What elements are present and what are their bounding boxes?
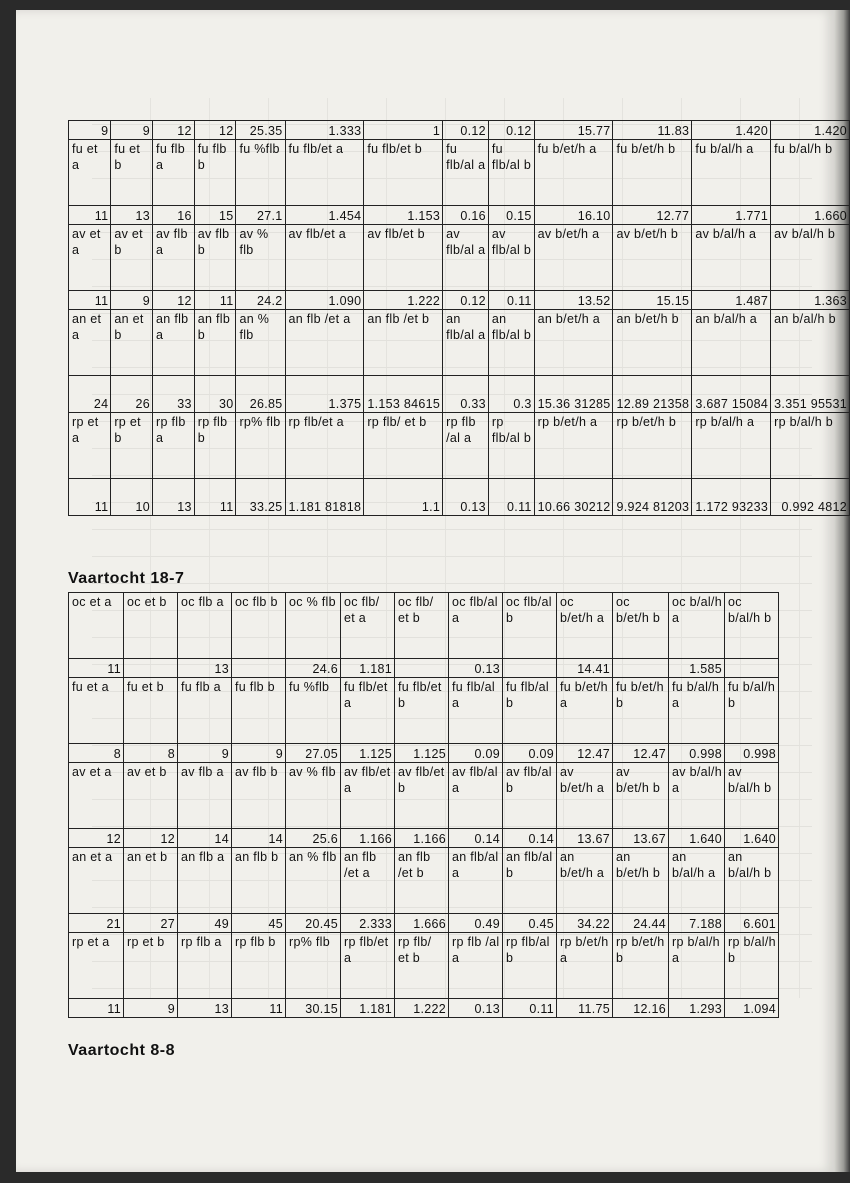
- value-cell: 1.293: [669, 999, 725, 1018]
- value-cell: 11: [194, 479, 236, 516]
- label-cell: av et b: [111, 225, 153, 291]
- value-cell: 16: [153, 206, 195, 225]
- value-cell: 0.11: [503, 999, 557, 1018]
- value-cell: 12.77: [613, 206, 692, 225]
- value-cell: 1.125: [395, 744, 449, 763]
- label-cell: fu flb a: [153, 140, 195, 206]
- value-cell: 1.222: [395, 999, 449, 1018]
- value-cell: 1.375: [285, 376, 364, 413]
- label-cell: av flb/et a: [341, 763, 395, 829]
- value-cell: 14.41: [557, 659, 613, 678]
- label-cell: rp% flb: [236, 413, 285, 479]
- value-cell: 0.09: [449, 744, 503, 763]
- value-cell: 30: [194, 376, 236, 413]
- label-cell: oc flb/al b: [503, 593, 557, 659]
- value-cell: 21: [69, 914, 124, 933]
- section-title: Vaartocht 18-7: [68, 570, 185, 587]
- value-cell: 1: [364, 121, 443, 140]
- label-cell: an et a: [69, 310, 111, 376]
- label-cell: an % flb: [286, 848, 341, 914]
- value-cell: 30.15: [286, 999, 341, 1018]
- value-cell: 12.47: [613, 744, 669, 763]
- value-cell: 24.2: [236, 291, 285, 310]
- value-cell: 1.454: [285, 206, 364, 225]
- label-cell: an b/et/h b: [613, 310, 692, 376]
- label-cell: an b/al/h a: [669, 848, 725, 914]
- label-cell: an et b: [111, 310, 153, 376]
- value-cell: 24.44: [613, 914, 669, 933]
- value-cell: [725, 659, 779, 678]
- value-cell: 13: [178, 999, 232, 1018]
- label-cell: oc flb a: [178, 593, 232, 659]
- value-cell: 9: [111, 291, 153, 310]
- label-cell: fu %flb: [236, 140, 285, 206]
- value-cell: 20.45: [286, 914, 341, 933]
- value-cell: 24.6: [286, 659, 341, 678]
- value-cell: 0.16: [443, 206, 489, 225]
- label-cell: rp b/al/h b: [725, 933, 779, 999]
- label-cell: rp flb/al b: [503, 933, 557, 999]
- value-cell: 1.181: [341, 659, 395, 678]
- label-row: [69, 593, 779, 659]
- label-cell: rp et b: [111, 413, 153, 479]
- value-row: [69, 829, 779, 848]
- label-cell: rp flb a: [153, 413, 195, 479]
- label-cell: av flb a: [153, 225, 195, 291]
- value-cell: 0.11: [488, 291, 534, 310]
- label-cell: rp flb/al b: [488, 413, 534, 479]
- value-cell: 12: [194, 121, 236, 140]
- label-cell: rp flb /al a: [443, 413, 489, 479]
- label-row: [69, 848, 779, 914]
- value-cell: 1.222: [364, 291, 443, 310]
- label-cell: rp b/et/h a: [557, 933, 613, 999]
- value-cell: 0.13: [449, 659, 503, 678]
- label-cell: av b/al/h a: [692, 225, 771, 291]
- value-cell: 26.85: [236, 376, 285, 413]
- value-cell: 0.992 4812: [771, 479, 850, 516]
- label-cell: fu flb/et a: [285, 140, 364, 206]
- value-row: [69, 659, 779, 678]
- label-cell: oc % flb: [286, 593, 341, 659]
- value-cell: [124, 659, 178, 678]
- label-cell: fu et a: [69, 678, 124, 744]
- label-cell: oc b/et/h a: [557, 593, 613, 659]
- label-cell: oc flb b: [232, 593, 286, 659]
- label-row: [69, 413, 850, 479]
- value-cell: 12: [124, 829, 178, 848]
- value-cell: 12: [153, 121, 195, 140]
- value-cell: 0.12: [443, 291, 489, 310]
- data-table-1: [68, 120, 850, 516]
- label-cell: an flb /et a: [285, 310, 364, 376]
- label-cell: rp flb b: [232, 933, 286, 999]
- label-cell: fu flb/al a: [449, 678, 503, 744]
- value-cell: 12: [69, 829, 124, 848]
- label-cell: fu flb/al b: [503, 678, 557, 744]
- label-cell: rp et b: [124, 933, 178, 999]
- label-cell: fu b/al/h a: [669, 678, 725, 744]
- value-cell: 13.67: [613, 829, 669, 848]
- value-row: [69, 291, 850, 310]
- value-cell: 8: [124, 744, 178, 763]
- data-table-2: [68, 592, 779, 1018]
- value-cell: 25.6: [286, 829, 341, 848]
- value-cell: 1.640: [725, 829, 779, 848]
- label-cell: an b/al/h b: [771, 310, 850, 376]
- value-row: [69, 479, 850, 516]
- value-cell: 1.666: [395, 914, 449, 933]
- value-cell: 0.33: [443, 376, 489, 413]
- label-cell: av % flb: [236, 225, 285, 291]
- value-row: [69, 121, 850, 140]
- value-cell: 1.660: [771, 206, 850, 225]
- label-cell: av et a: [69, 225, 111, 291]
- value-row: [69, 376, 850, 413]
- value-cell: 10.66 30212: [534, 479, 613, 516]
- value-cell: 15: [194, 206, 236, 225]
- label-cell: av flb a: [178, 763, 232, 829]
- label-cell: av b/et/h b: [613, 225, 692, 291]
- label-cell: an flb/al a: [449, 848, 503, 914]
- label-cell: an et b: [124, 848, 178, 914]
- label-cell: oc b/al/h a: [669, 593, 725, 659]
- value-cell: 14: [232, 829, 286, 848]
- label-cell: av b/al/h b: [771, 225, 850, 291]
- label-cell: av flb/al a: [449, 763, 503, 829]
- value-cell: [503, 659, 557, 678]
- label-cell: an b/et/h b: [613, 848, 669, 914]
- label-cell: an flb/al b: [503, 848, 557, 914]
- value-cell: 9.924 81203: [613, 479, 692, 516]
- label-row: [69, 763, 779, 829]
- value-cell: 27.05: [286, 744, 341, 763]
- value-cell: 11: [69, 206, 111, 225]
- value-cell: 1.153: [364, 206, 443, 225]
- value-cell: 1.487: [692, 291, 771, 310]
- label-row: [69, 140, 850, 206]
- value-row: [69, 206, 850, 225]
- label-cell: an flb a: [153, 310, 195, 376]
- value-cell: 33.25: [236, 479, 285, 516]
- label-cell: an et a: [69, 848, 124, 914]
- value-cell: 12.89 21358: [613, 376, 692, 413]
- label-cell: oc et b: [124, 593, 178, 659]
- value-cell: 15.77: [534, 121, 613, 140]
- label-cell: fu b/et/h b: [613, 140, 692, 206]
- label-row: [69, 310, 850, 376]
- label-cell: an b/et/h a: [557, 848, 613, 914]
- value-cell: 9: [69, 121, 111, 140]
- label-cell: av b/al/h b: [725, 763, 779, 829]
- value-cell: 11: [194, 291, 236, 310]
- value-cell: 2.333: [341, 914, 395, 933]
- value-cell: 1.125: [341, 744, 395, 763]
- value-cell: 0.12: [488, 121, 534, 140]
- value-cell: 13.67: [557, 829, 613, 848]
- value-cell: 13: [178, 659, 232, 678]
- label-cell: fu flb/al b: [488, 140, 534, 206]
- value-cell: 1.585: [669, 659, 725, 678]
- label-cell: rp b/al/h a: [669, 933, 725, 999]
- value-cell: 45: [232, 914, 286, 933]
- section-title: Vaartocht 8-8: [68, 1042, 175, 1059]
- label-cell: rp et a: [69, 933, 124, 999]
- value-cell: 9: [124, 999, 178, 1018]
- label-cell: fu b/et/h a: [557, 678, 613, 744]
- value-cell: 25.35: [236, 121, 285, 140]
- label-cell: fu flb b: [232, 678, 286, 744]
- value-cell: 12.16: [613, 999, 669, 1018]
- label-cell: av et a: [69, 763, 124, 829]
- value-cell: 7.188: [669, 914, 725, 933]
- label-cell: an b/et/h a: [534, 310, 613, 376]
- value-row: [69, 914, 779, 933]
- label-cell: an b/al/h a: [692, 310, 771, 376]
- label-cell: rp flb/ et b: [364, 413, 443, 479]
- value-cell: 0.12: [443, 121, 489, 140]
- label-cell: an flb /et a: [341, 848, 395, 914]
- value-cell: 13.52: [534, 291, 613, 310]
- value-cell: 0.11: [488, 479, 534, 516]
- value-cell: 6.601: [725, 914, 779, 933]
- value-cell: 1.420: [692, 121, 771, 140]
- value-cell: 33: [153, 376, 195, 413]
- value-cell: 11: [69, 659, 124, 678]
- value-cell: 11: [232, 999, 286, 1018]
- value-cell: 1.363: [771, 291, 850, 310]
- value-cell: 0.3: [488, 376, 534, 413]
- value-cell: 1.771: [692, 206, 771, 225]
- label-cell: an b/al/h b: [725, 848, 779, 914]
- value-cell: 11.83: [613, 121, 692, 140]
- label-row: [69, 933, 779, 999]
- value-cell: 0.13: [443, 479, 489, 516]
- label-cell: rp b/et/h b: [613, 413, 692, 479]
- value-cell: 14: [178, 829, 232, 848]
- value-cell: 1.166: [395, 829, 449, 848]
- label-cell: fu flb a: [178, 678, 232, 744]
- label-cell: an flb b: [194, 310, 236, 376]
- value-cell: 0.14: [503, 829, 557, 848]
- label-cell: oc b/et/h b: [613, 593, 669, 659]
- label-cell: av flb/et a: [285, 225, 364, 291]
- value-cell: 0.998: [669, 744, 725, 763]
- value-cell: 9: [232, 744, 286, 763]
- label-cell: an flb /et b: [364, 310, 443, 376]
- label-cell: an flb /et b: [395, 848, 449, 914]
- label-cell: fu flb b: [194, 140, 236, 206]
- label-cell: av flb/et b: [395, 763, 449, 829]
- label-cell: fu flb/et a: [341, 678, 395, 744]
- label-cell: oc et a: [69, 593, 124, 659]
- label-cell: av flb b: [194, 225, 236, 291]
- label-cell: rp flb /al a: [449, 933, 503, 999]
- value-cell: 9: [178, 744, 232, 763]
- value-cell: 1.181: [341, 999, 395, 1018]
- label-cell: fu b/al/h a: [692, 140, 771, 206]
- value-cell: 11: [69, 999, 124, 1018]
- label-cell: av b/et/h a: [557, 763, 613, 829]
- value-cell: 0.15: [488, 206, 534, 225]
- value-cell: 13: [153, 479, 195, 516]
- value-cell: 1.1: [364, 479, 443, 516]
- label-row: [69, 678, 779, 744]
- label-cell: rp b/et/h a: [534, 413, 613, 479]
- value-row: [69, 744, 779, 763]
- value-cell: 1.172 93233: [692, 479, 771, 516]
- value-cell: 24: [69, 376, 111, 413]
- value-cell: 34.22: [557, 914, 613, 933]
- label-cell: rp b/et/h b: [613, 933, 669, 999]
- value-cell: 0.13: [449, 999, 503, 1018]
- value-cell: [395, 659, 449, 678]
- value-cell: 1.333: [285, 121, 364, 140]
- value-cell: 27: [124, 914, 178, 933]
- label-row: [69, 225, 850, 291]
- value-cell: 12.47: [557, 744, 613, 763]
- value-cell: 10: [111, 479, 153, 516]
- label-cell: av flb/al b: [488, 225, 534, 291]
- value-cell: [232, 659, 286, 678]
- label-cell: oc b/al/h b: [725, 593, 779, 659]
- value-cell: [613, 659, 669, 678]
- label-cell: av b/et/h a: [534, 225, 613, 291]
- label-cell: an flb a: [178, 848, 232, 914]
- label-cell: fu et a: [69, 140, 111, 206]
- value-cell: 15.15: [613, 291, 692, 310]
- value-cell: 0.14: [449, 829, 503, 848]
- label-cell: av flb b: [232, 763, 286, 829]
- value-cell: 11.75: [557, 999, 613, 1018]
- label-cell: av b/et/h b: [613, 763, 669, 829]
- label-cell: fu b/et/h a: [534, 140, 613, 206]
- label-cell: fu et b: [124, 678, 178, 744]
- label-cell: oc flb/ et b: [395, 593, 449, 659]
- value-cell: 1.153 84615: [364, 376, 443, 413]
- value-cell: 12: [153, 291, 195, 310]
- label-cell: rp b/al/h a: [692, 413, 771, 479]
- value-cell: 27.1: [236, 206, 285, 225]
- value-cell: 3.351 95531: [771, 376, 850, 413]
- value-cell: 3.687 15084: [692, 376, 771, 413]
- label-cell: fu flb/et b: [395, 678, 449, 744]
- label-cell: av b/al/h a: [669, 763, 725, 829]
- value-cell: 26: [111, 376, 153, 413]
- label-cell: an % flb: [236, 310, 285, 376]
- value-cell: 8: [69, 744, 124, 763]
- label-cell: fu b/al/h b: [725, 678, 779, 744]
- label-cell: fu %flb: [286, 678, 341, 744]
- label-cell: fu et b: [111, 140, 153, 206]
- label-cell: av flb/al a: [443, 225, 489, 291]
- value-cell: 15.36 31285: [534, 376, 613, 413]
- value-row: [69, 999, 779, 1018]
- label-cell: av % flb: [286, 763, 341, 829]
- label-cell: rp et a: [69, 413, 111, 479]
- label-cell: fu flb/al a: [443, 140, 489, 206]
- value-cell: 0.09: [503, 744, 557, 763]
- value-cell: 0.45: [503, 914, 557, 933]
- value-cell: 13: [111, 206, 153, 225]
- value-cell: 0.49: [449, 914, 503, 933]
- value-cell: 11: [69, 291, 111, 310]
- value-cell: 9: [111, 121, 153, 140]
- label-cell: an flb b: [232, 848, 286, 914]
- label-cell: rp flb/et a: [285, 413, 364, 479]
- value-cell: 1.181 81818: [285, 479, 364, 516]
- value-cell: 1.094: [725, 999, 779, 1018]
- label-cell: fu flb/et b: [364, 140, 443, 206]
- value-cell: 49: [178, 914, 232, 933]
- label-cell: rp flb b: [194, 413, 236, 479]
- value-cell: 0.998: [725, 744, 779, 763]
- label-cell: an flb/al a: [443, 310, 489, 376]
- label-cell: rp flb/ et b: [395, 933, 449, 999]
- label-cell: av flb/et b: [364, 225, 443, 291]
- value-cell: 16.10: [534, 206, 613, 225]
- value-cell: 1.420: [771, 121, 850, 140]
- label-cell: oc flb/al a: [449, 593, 503, 659]
- value-cell: 1.166: [341, 829, 395, 848]
- value-cell: 1.090: [285, 291, 364, 310]
- label-cell: oc flb/ et a: [341, 593, 395, 659]
- label-cell: rp% flb: [286, 933, 341, 999]
- label-cell: av et b: [124, 763, 178, 829]
- label-cell: rp flb a: [178, 933, 232, 999]
- label-cell: rp b/al/h b: [771, 413, 850, 479]
- label-cell: fu b/al/h b: [771, 140, 850, 206]
- label-cell: fu b/et/h b: [613, 678, 669, 744]
- value-cell: 11: [69, 479, 111, 516]
- label-cell: av flb/al b: [503, 763, 557, 829]
- label-cell: an flb/al b: [488, 310, 534, 376]
- value-cell: 1.640: [669, 829, 725, 848]
- label-cell: rp flb/et a: [341, 933, 395, 999]
